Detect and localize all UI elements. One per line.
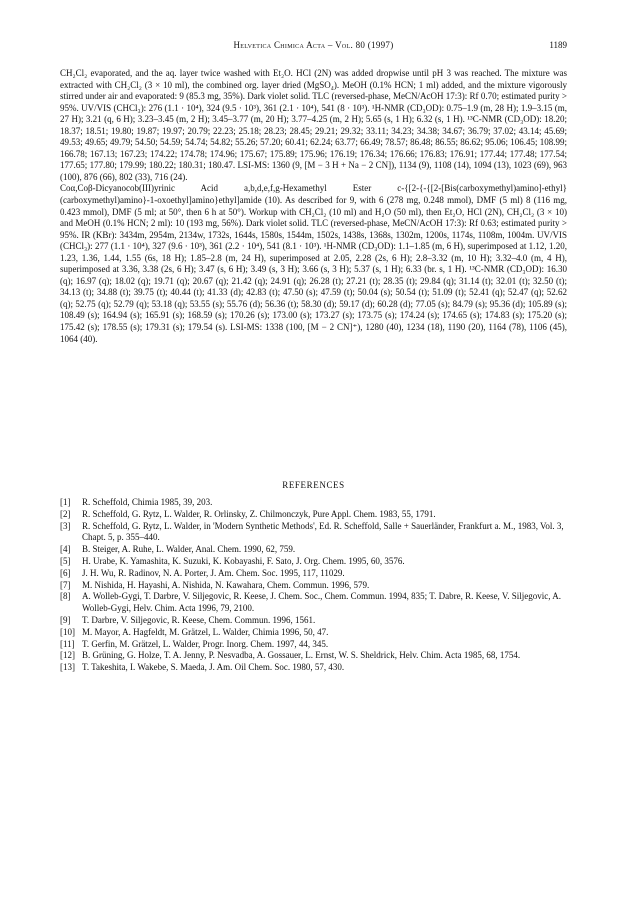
reference-number: [6] xyxy=(60,567,71,578)
reference-text: R. Scheffold, G. Rytz, L. Walder, R. Orlinsky, Z. Chilmonczyk, Pure Appl. Chem. 1983, 55, 1791. xyxy=(82,508,436,519)
reference-text: T. Gerfin, M. Grätzel, L. Walder, Progr. Inorg. Chem. 1997, 44, 345. xyxy=(82,638,329,649)
reference-number: [10] xyxy=(60,626,75,637)
reference-item xyxy=(60,591,567,615)
references-list xyxy=(60,497,567,674)
reference-number: [4] xyxy=(60,544,71,555)
reference-item xyxy=(60,662,567,674)
reference-number: [3] xyxy=(60,520,71,531)
reference-text: H. Urabe, K. Yamashita, K. Suzuki, K. Kobayashi, F. Sato, J. Org. Chem. 1995, 60, 3576. xyxy=(82,555,405,566)
reference-item xyxy=(60,627,567,639)
reference-text: J. H. Wu, R. Radinov, N. A. Porter, J. Am. Chem. Soc. 1995, 117, 11029. xyxy=(82,567,345,578)
reference-number: [5] xyxy=(60,555,71,566)
reference-item xyxy=(60,639,567,651)
reference-number: [2] xyxy=(60,508,71,519)
reference-number: [1] xyxy=(60,497,71,507)
reference-item xyxy=(60,497,567,509)
reference-item xyxy=(60,580,567,592)
reference-text: M. Mayor, A. Hagfeldt, M. Grätzel, L. Walder, Chimia 1996, 50, 47. xyxy=(82,626,329,637)
reference-text: R. Scheffold, Chimia 1985, 39, 203. xyxy=(82,497,213,507)
reference-text: T. Takeshita, I. Wakebe, S. Maeda, J. Am. Oil Chem. Soc. 1980, 57, 430. xyxy=(82,662,345,673)
reference-number: [12] xyxy=(60,650,75,661)
reference-item xyxy=(60,568,567,580)
reference-number: [7] xyxy=(60,579,71,590)
reference-text: R. Scheffold, G. Rytz, L. Walder, in 'Modern Synthetic Methods', Ed. R. Scheffold, Salle + Sauerländer, Frankfurt a. M., 1983, Vol. 3, Chapt. 5, p. 355–440. xyxy=(82,520,564,543)
reference-item xyxy=(60,650,567,662)
reference-item xyxy=(60,615,567,627)
reference-text: B. Grüning, G. Holze, T. A. Jenny, P. Nesvadba, A. Gossauer, L. Ernst, W. S. Sheldrick, Helv. Chim. Acta 1985, 68, 1754. xyxy=(82,650,521,661)
experimental-text xyxy=(60,68,567,345)
reference-number: [11] xyxy=(60,638,75,649)
reference-number: [8] xyxy=(60,591,71,602)
reference-text: T. Darbre, V. Siljegovic, R. Keese, Chem. Commun. 1996, 1561. xyxy=(82,614,316,625)
journal-title: Helvetica Chimica Acta – Vol. 80 (1997) xyxy=(233,40,394,50)
reference-text: B. Steiger, A. Ruhe, L. Walder, Anal. Chem. 1990, 62, 759. xyxy=(82,544,296,555)
paragraph-compound-10: Coα,Coβ-Dicyanocob(III)yrinic Acid a,b,d,e,f,g-Hexamethyl Ester c-{[2-{-{[2-[Bis(carboxymethyl)amino]-ethyl}(carboxymethyl)amino}-1-oxoethyl]amino}ethyl]amide (10). As described for 9, with 6 (278 mg, 0.248 mmol), DMF (5 ml) 8 (116 mg, 0.423 mmol), DMF (5 ml; at 50°, then 6 h at 50°). Workup with CH₂Cl₂ (10 ml) and H₂O (50 ml), then Et₂O, HCl (2N), CH₂Cl₂ (3 × 10) and MeOH (0.1% HCN; 2 ml): 10 (193 mg, 56%). Dark violet solid. TLC (reversed-phase, MeCN/AcOH 17:3): Rf 0.63; estimated purity > 95%. IR (KBr): 3434m, 2954m, 2134w, 1732s, 1644s, 1580s, 1544m, 1502s, 1438s, 1368s, 1302m, 1200s, 1174s, 1108m, 1004m. UV/VIS (CHCl₃): 277 (1.1 · 10⁴), 327 (9.6 · 10³), 361 (2.2 · 10⁴), 541 (8.1 · 10³). ¹H-NMR (CD₃OD): 1.1–1.85 (m, 6 H), superimposed at 1.12, 1.20, 1.23, 1.36, 1.44, 1.55 (6s, 18 H); 1.85–2.8 (m, 24 H), superimposed at 2.05, 2.28 (2s, 6 H); 2.8–3.32 (m, 10 H); 3.32–4.0 (m, 4 H), superimposed at 3.36, 3.38 (2s, 6 H); 3.47 (s, 6 H); 3.49 (s, 3 H); 3.66 (s, 3 H); 5.37 (s, 1 H); 6.33 (br. s, 1 H). ¹³C-NMR (CD₃OD): 16.30 (q); 16.97 (q); 18.02 (q); 19.71 (q); 20.67 (q); 21.42 (q); 24.91 (q); 26.28 (t); 27.21 (t); 28.35 (t); 29.84 (q); 31.14 (t); 32.01 (t); 32.50 (t); 34.13 (t); 34.88 (t); 39.75 (t); 40.44 (t); 41.33 (d); 42.83 (t); 47.50 (s); 47.59 (t); 50.04 (s); 50.54 (t); 51.09 (t); 52.41 (q); 52.47 (q); 52.62 (q); 52.75 (q); 52.79 (q); 53.18 (q); 53.55 (s); 55.76 (d); 56.36 (t); 58.30 (d); 59.17 (d); 60.28 (d); 77.05 (s); 84.79 (s); 95.36 (d); 105.89 (s); 108.49 (s); 164.94 (s); 165.91 (s); 168.59 (s); 170.26 (s); 173.00 (s); 173.27 (s); 173.75 (s); 174.24 (s); 174.65 (s); 174.83 (s); 175.20 (s); 175.42 (s); 178.55 (s); 179.31 (s); 179.54 (s). LSI-MS: 1338 (100, [M − 2 CN]⁺), 1280 (40), 1234 (18), 1190 (20), 1164 (78), 1106 (45), 1064 (40). xyxy=(60,183,567,344)
reference-text: A. Wolleb-Gygi, T. Darbre, V. Siljegovic, R. Keese, J. Chem. Soc., Chem. Commun. 1994, 835; T. Dabre, R. Keese, V. Siljegovic, A. Wolleb-Gygi, Helv. Chim. Acta 1996, 79, 2100. xyxy=(82,591,561,614)
paragraph-compound-9: CH₂Cl₂ evaporated, and the aq. layer twice washed with Et₂O. HCl (2N) was added dropwise until pH 3 was reached. The mixture was extracted with CH₂Cl₂ (3 × 10 ml), the combined org. layer dried (MgSO₄). MeOH (0.1% HCN; 1 ml) added, and the mixture vigorously stirred under air and evaporated: 9 (85.3 mg, 35%). Dark violet solid. TLC (reversed-phase, MeCN/AcOH 17:3): Rf 0.70; estimated purity > 95%. UV/VIS (CHCl₃): 276 (1.1 · 10⁴), 324 (9.5 · 10³), 361 (2.1 · 10⁴), 541 (8 · 10³). ¹H-NMR (CD₃OD): 0.75–1.9 (m, 28 H); 1.9–3.15 (m, 27 H); 3.21 (q, 6 H); 3.23–3.45 (m, 2 H); 3.45–3.77 (m, 20 H); 3.77–4.25 (m, 2 H); 5.65 (s, 1 H); 6.32 (s, 1 H). ¹³C-NMR (CD₃OD): 18.20; 18.37; 18.51; 19.80; 19.87; 19.97; 20.79; 22.23; 25.18; 28.23; 28.45; 29.21; 29.32; 33.11; 34.23; 34.38; 34.67; 36.79; 37.02; 43.14; 45.69; 49.53; 49.65; 49.79; 54.50; 54.59; 54.74; 54.82; 55.26; 57.20; 60.41; 62.24; 63.77; 66.49; 78.57; 86.48; 86.55; 86.62; 95.06; 106.45; 108.99; 166.78; 167.13; 167.23; 174.22; 174.78; 174.96; 175.67; 175.89; 175.96; 176.19; 176.34; 176.66; 176.83; 176.91; 177.44; 177.48; 177.54; 177.65; 177.80; 179.99; 180.22; 180.31; 180.47. LSI-MS: 1360 (9, [M − 3 H + Na − 2 CN]), 1134 (9), 1108 (14), 1094 (13), 1023 (69), 963 (100), 876 (66), 802 (33), 716 (24). xyxy=(60,68,567,182)
reference-text: M. Nishida, H. Hayashi, A. Nishida, N. Kawahara, Chem. Commun. 1996, 579. xyxy=(82,579,370,590)
reference-item xyxy=(60,521,567,545)
reference-number: [13] xyxy=(60,662,75,673)
reference-item xyxy=(60,544,567,556)
reference-item xyxy=(60,509,567,521)
references-heading: REFERENCES xyxy=(282,480,345,490)
reference-item xyxy=(60,556,567,568)
running-header xyxy=(60,40,567,54)
reference-number: [9] xyxy=(60,614,71,625)
page-number: 1189 xyxy=(549,40,567,50)
